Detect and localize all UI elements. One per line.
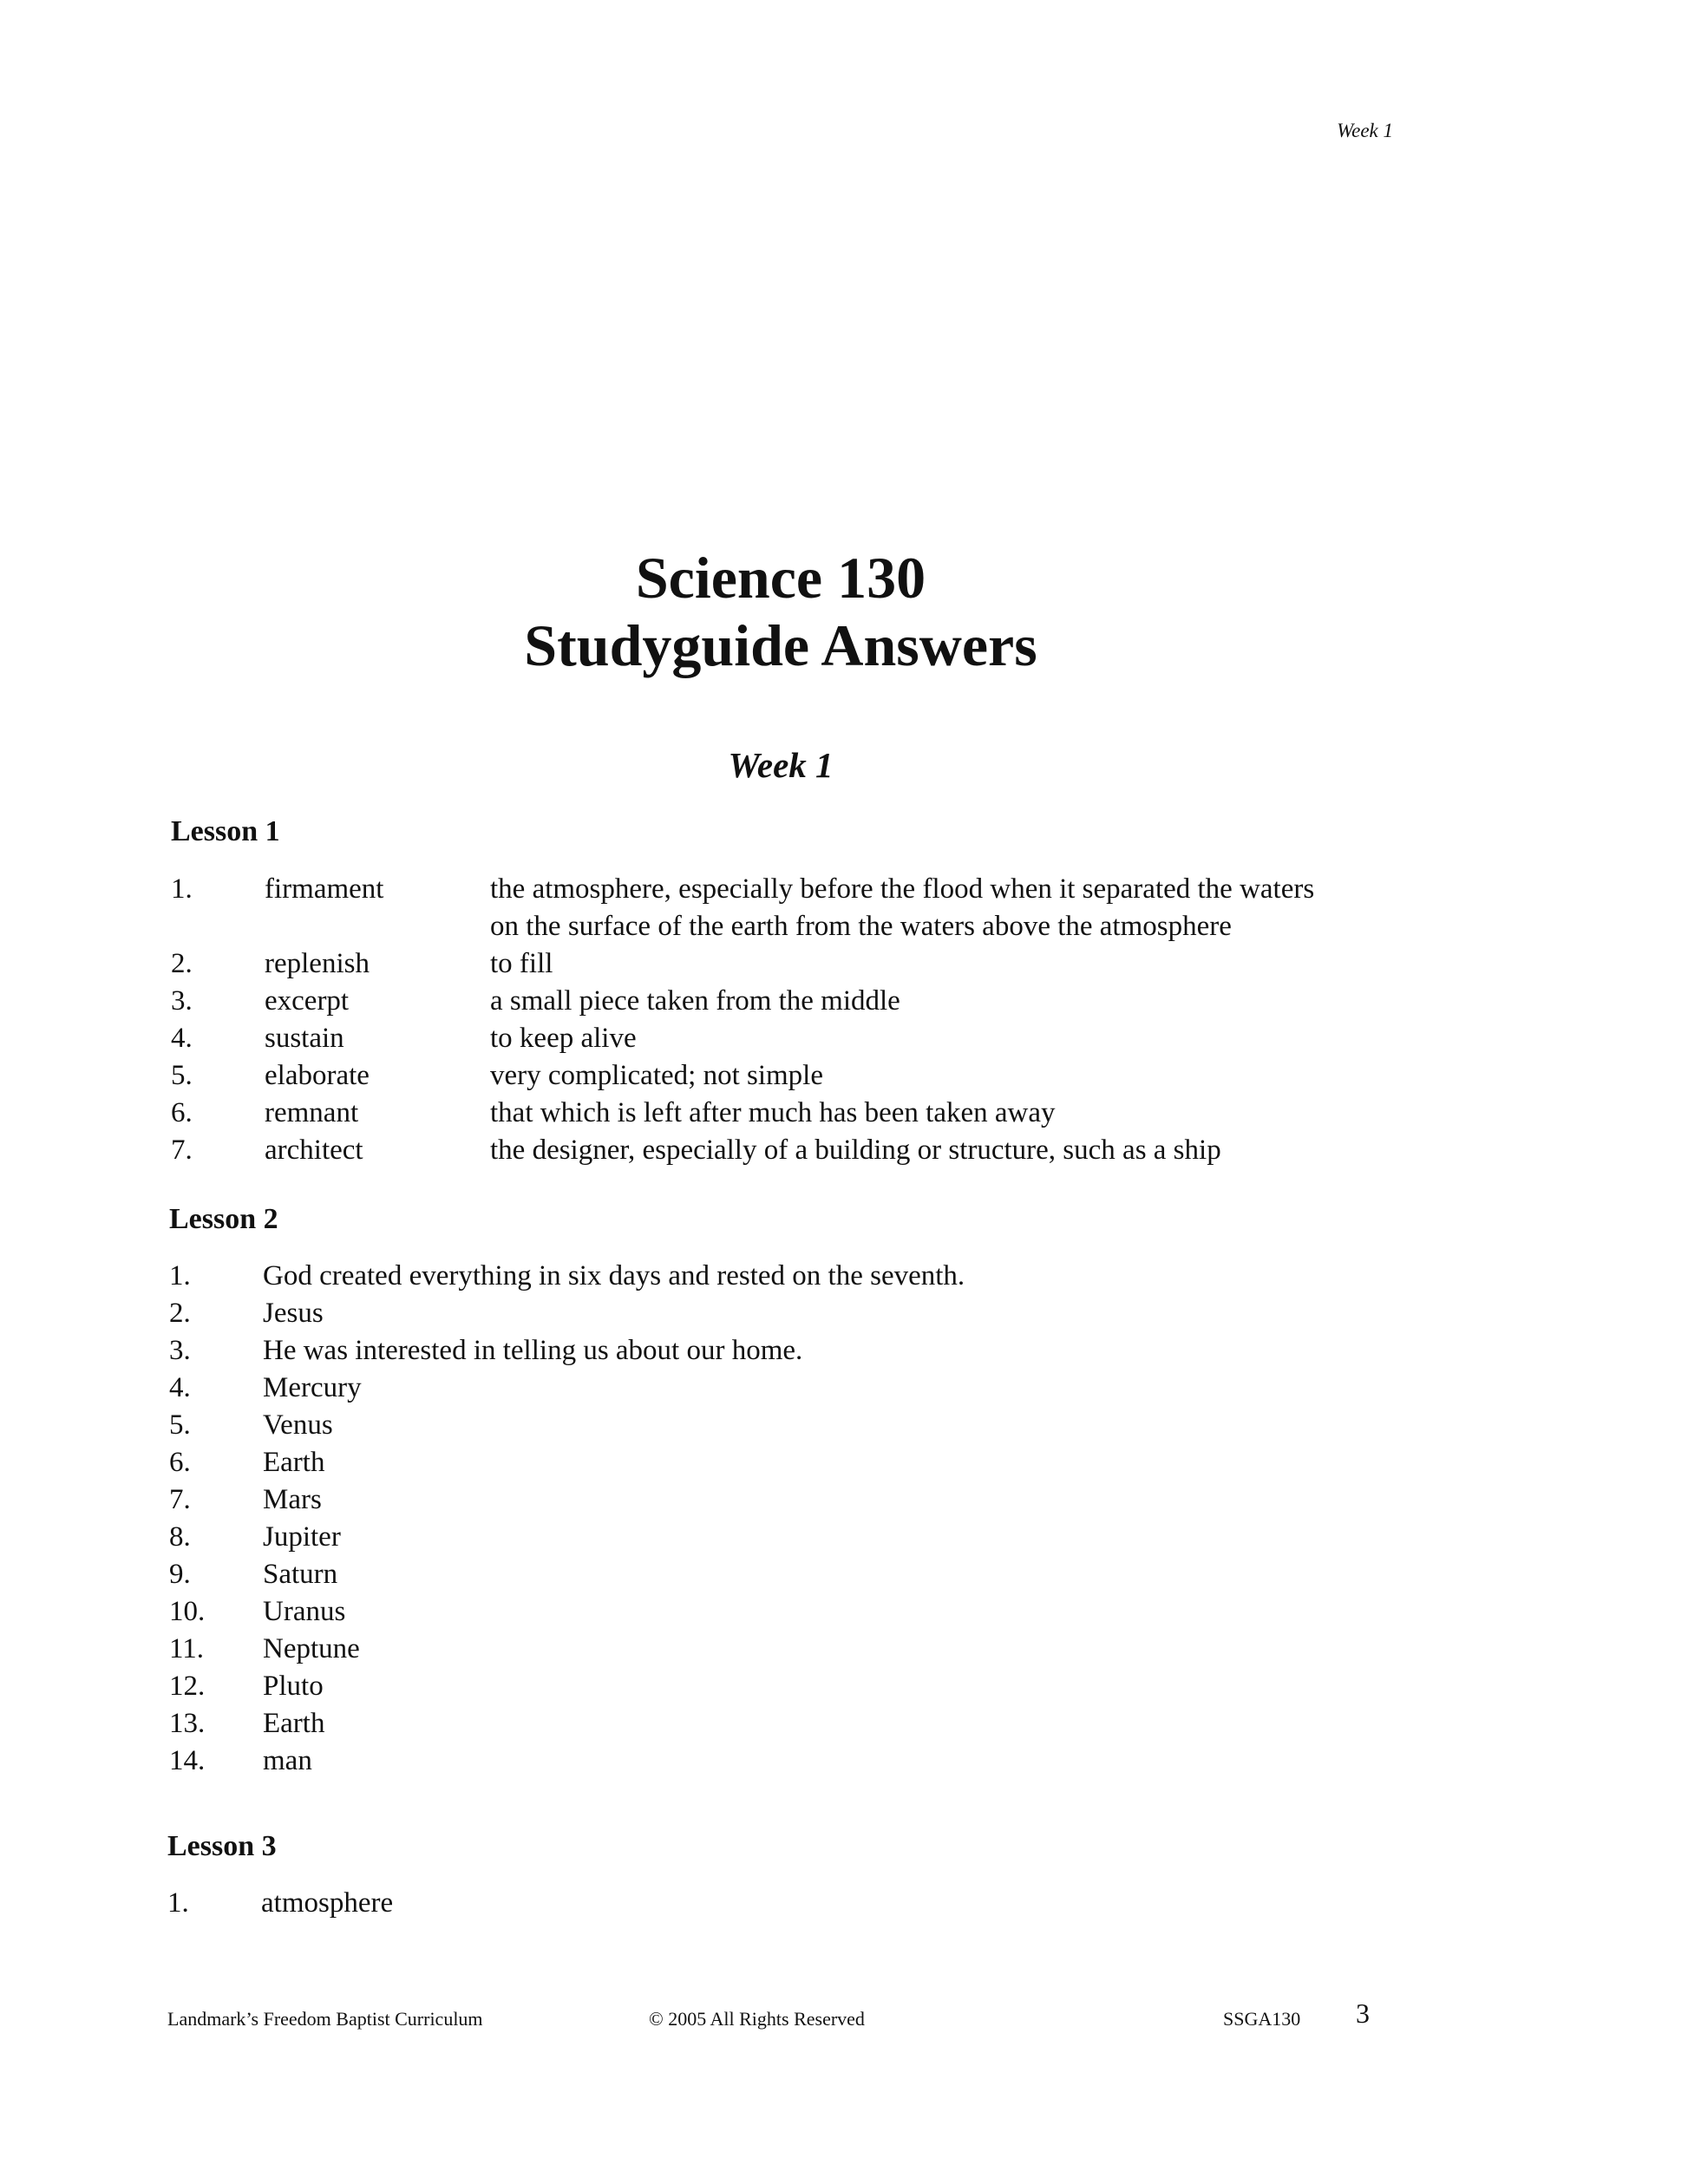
item-number: 1.	[169, 1260, 191, 1291]
item-answer: Earth	[263, 1447, 325, 1478]
running-header: Week 1	[1337, 120, 1393, 141]
vocab-definition: on the surface of the earth from the waters above the atmosphere	[490, 911, 1232, 942]
item-number: 5.	[171, 1060, 193, 1091]
item-number: 14.	[169, 1745, 206, 1776]
item-number: 6.	[169, 1447, 191, 1478]
page-title-line2: Studyguide Answers	[524, 612, 1037, 678]
item-number: 6.	[171, 1097, 193, 1128]
item-number: 3.	[171, 985, 193, 1017]
item-answer: He was interested in telling us about our home.	[263, 1335, 803, 1366]
item-answer: atmosphere	[261, 1887, 394, 1919]
page-title-line1: Science 130	[635, 545, 926, 611]
vocab-definition: that which is left after much has been taken away	[490, 1097, 1056, 1128]
item-answer: God created everything in six days and rested on the seventh.	[263, 1260, 965, 1291]
vocab-definition: the designer, especially of a building or structure, such as a ship	[490, 1135, 1221, 1166]
vocab-term: firmament	[265, 873, 384, 905]
footer-code: SSGA130	[1223, 2008, 1301, 2030]
item-answer: man	[263, 1745, 312, 1776]
item-number: 1.	[171, 873, 193, 905]
vocab-definition: the atmosphere, especially before the flood when it separated the waters	[490, 873, 1315, 905]
footer-publisher: Landmark’s Freedom Baptist Curriculum	[167, 2008, 483, 2030]
vocab-term: remnant	[265, 1097, 359, 1128]
item-number: 11.	[169, 1633, 205, 1664]
item-number: 10.	[169, 1596, 206, 1627]
item-number: 1.	[167, 1887, 189, 1919]
vocab-definition: a small piece taken from the middle	[490, 985, 900, 1017]
item-answer: Mars	[263, 1484, 322, 1515]
vocab-term: sustain	[265, 1023, 344, 1054]
item-number: 13.	[169, 1708, 206, 1739]
lesson2-heading: Lesson 2	[169, 1203, 278, 1235]
item-number: 5.	[169, 1409, 191, 1441]
item-number: 12.	[169, 1671, 206, 1702]
item-answer: Jesus	[263, 1298, 324, 1329]
vocab-definition: to fill	[490, 948, 553, 979]
item-number: 7.	[169, 1484, 191, 1515]
item-number: 7.	[171, 1135, 193, 1166]
item-number: 3.	[169, 1335, 191, 1366]
vocab-term: elaborate	[265, 1060, 370, 1091]
item-answer: Earth	[263, 1708, 325, 1739]
item-number: 2.	[169, 1298, 191, 1329]
item-number: 4.	[169, 1372, 191, 1403]
item-answer: Saturn	[263, 1559, 338, 1590]
item-answer: Venus	[263, 1409, 333, 1441]
item-answer: Jupiter	[263, 1521, 341, 1553]
item-number: 9.	[169, 1559, 191, 1590]
item-answer: Mercury	[263, 1372, 362, 1403]
item-answer: Neptune	[263, 1633, 360, 1664]
item-answer: Pluto	[263, 1671, 324, 1702]
footer-copyright: © 2005 All Rights Reserved	[649, 2008, 865, 2030]
item-number: 4.	[171, 1023, 193, 1054]
vocab-definition: to keep alive	[490, 1023, 637, 1054]
lesson1-heading: Lesson 1	[171, 815, 280, 847]
item-answer: Uranus	[263, 1596, 346, 1627]
item-number: 8.	[169, 1521, 191, 1553]
item-number: 2.	[171, 948, 193, 979]
week-heading: Week 1	[728, 745, 834, 785]
vocab-definition: very complicated; not simple	[490, 1060, 823, 1091]
page-number: 3	[1356, 1998, 1370, 2029]
vocab-term: replenish	[265, 948, 370, 979]
vocab-term: architect	[265, 1135, 363, 1166]
vocab-term: excerpt	[265, 985, 350, 1017]
lesson3-heading: Lesson 3	[167, 1830, 277, 1862]
